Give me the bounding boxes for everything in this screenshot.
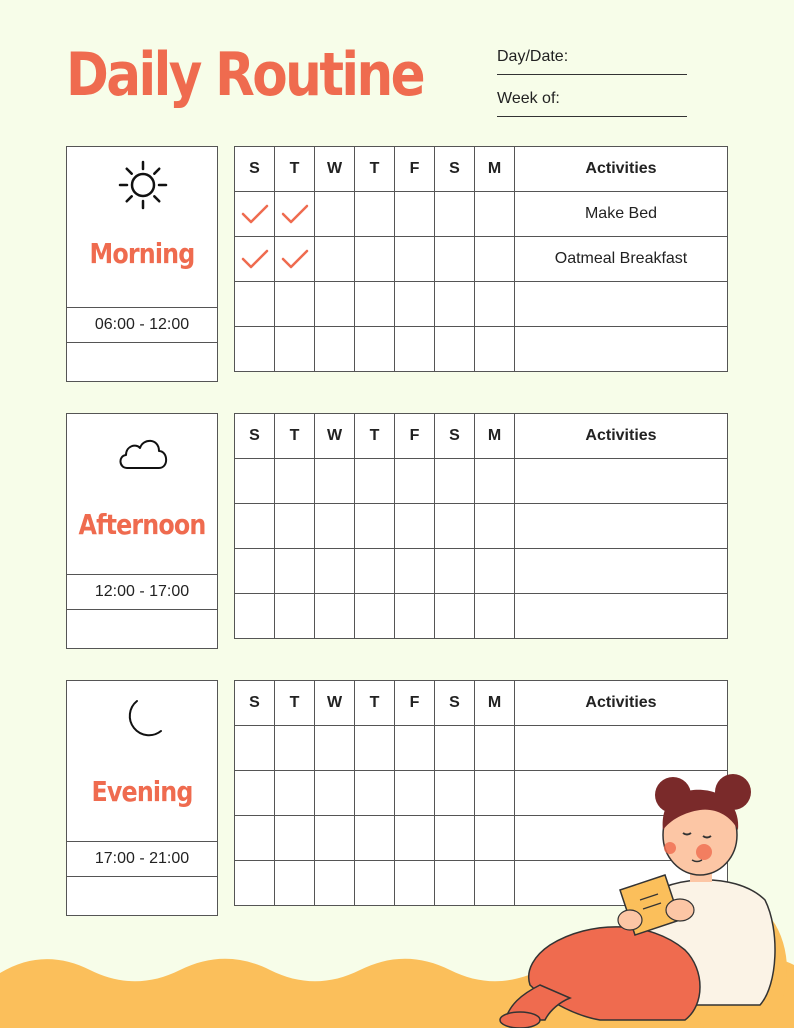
day-checkbox-cell[interactable] [475, 594, 515, 639]
table-row [235, 459, 728, 504]
day-header: W [315, 414, 355, 459]
day-checkbox-cell[interactable] [435, 192, 475, 237]
table-row [235, 549, 728, 594]
day-checkbox-cell[interactable] [435, 861, 475, 906]
day-checkbox-cell[interactable] [275, 327, 315, 372]
day-checkbox-cell[interactable] [275, 594, 315, 639]
cloud-icon [117, 426, 169, 478]
day-header: F [395, 147, 435, 192]
period-name: Evening [91, 775, 193, 808]
day-checkbox-cell[interactable] [435, 504, 475, 549]
day-checkbox-cell[interactable] [315, 771, 355, 816]
day-checkbox-cell[interactable] [235, 282, 275, 327]
day-header: F [395, 414, 435, 459]
day-checkbox-cell[interactable] [275, 192, 315, 237]
day-checkbox-cell[interactable] [315, 237, 355, 282]
day-checkbox-cell[interactable] [275, 237, 315, 282]
table-row [235, 282, 728, 327]
day-header: S [435, 414, 475, 459]
activity-cell[interactable] [515, 726, 728, 771]
day-header: W [315, 681, 355, 726]
activity-cell[interactable] [515, 327, 728, 372]
activity-cell[interactable] [515, 504, 728, 549]
day-checkbox-cell[interactable] [355, 816, 395, 861]
day-checkbox-cell[interactable] [475, 237, 515, 282]
day-header: M [475, 681, 515, 726]
day-header: S [235, 681, 275, 726]
day-checkbox-cell[interactable] [355, 504, 395, 549]
day-checkbox-cell[interactable] [235, 771, 275, 816]
day-checkbox-cell[interactable] [355, 459, 395, 504]
day-checkbox-cell[interactable] [275, 459, 315, 504]
time-range: 12:00 - 17:00 [67, 574, 217, 610]
day-checkbox-cell[interactable] [235, 726, 275, 771]
day-header: M [475, 414, 515, 459]
day-checkbox-cell[interactable] [435, 816, 475, 861]
table-header-row [235, 681, 728, 726]
day-checkbox-cell[interactable] [395, 327, 435, 372]
day-checkbox-cell[interactable] [315, 549, 355, 594]
day-checkbox-cell[interactable] [395, 459, 435, 504]
day-checkbox-cell[interactable] [235, 192, 275, 237]
day-checkbox-cell[interactable] [435, 726, 475, 771]
day-checkbox-cell[interactable] [475, 726, 515, 771]
day-date-field[interactable] [497, 48, 687, 75]
table-row [235, 504, 728, 549]
day-header: T [355, 147, 395, 192]
day-header: T [275, 147, 315, 192]
day-date-label: Day/Date: [497, 48, 569, 65]
day-checkbox-cell[interactable] [355, 237, 395, 282]
activity-cell[interactable] [515, 549, 728, 594]
checkmark-icon [240, 250, 270, 267]
day-checkbox-cell[interactable] [435, 771, 475, 816]
day-header: W [315, 147, 355, 192]
girl-reading-illustration [490, 770, 794, 1028]
activity-cell[interactable]: Make Bed [515, 192, 728, 237]
day-checkbox-cell[interactable] [355, 726, 395, 771]
day-checkbox-cell[interactable] [275, 861, 315, 906]
period-name: Morning [89, 237, 195, 270]
day-checkbox-cell[interactable] [435, 327, 475, 372]
day-header: S [235, 147, 275, 192]
activity-cell[interactable] [515, 282, 728, 327]
table-row [235, 192, 728, 237]
activity-cell[interactable] [515, 459, 728, 504]
day-header: S [435, 681, 475, 726]
day-checkbox-cell[interactable] [435, 459, 475, 504]
day-checkbox-cell[interactable] [475, 459, 515, 504]
time-range: 06:00 - 12:00 [67, 307, 217, 343]
day-checkbox-cell[interactable] [275, 771, 315, 816]
time-range: 17:00 - 21:00 [67, 841, 217, 877]
period-name: Afternoon [78, 508, 206, 541]
day-checkbox-cell[interactable] [235, 861, 275, 906]
day-checkbox-cell[interactable] [395, 282, 435, 327]
day-checkbox-cell[interactable] [355, 549, 395, 594]
day-checkbox-cell[interactable] [235, 459, 275, 504]
day-checkbox-cell[interactable] [395, 726, 435, 771]
day-header: T [275, 681, 315, 726]
day-checkbox-cell[interactable] [475, 504, 515, 549]
table-row [235, 237, 728, 282]
day-checkbox-cell[interactable] [395, 816, 435, 861]
day-checkbox-cell[interactable] [315, 816, 355, 861]
day-header: T [275, 414, 315, 459]
table-row [235, 594, 728, 639]
table-row [235, 726, 728, 771]
day-header: T [355, 681, 395, 726]
table-row [235, 327, 728, 372]
day-checkbox-cell[interactable] [475, 282, 515, 327]
checkmark-icon [240, 205, 270, 222]
day-checkbox-cell[interactable] [315, 459, 355, 504]
day-header: S [235, 414, 275, 459]
moon-icon [117, 693, 169, 745]
day-checkbox-cell[interactable] [395, 237, 435, 282]
day-checkbox-cell[interactable] [275, 282, 315, 327]
day-checkbox-cell[interactable] [235, 327, 275, 372]
day-checkbox-cell[interactable] [235, 504, 275, 549]
day-checkbox-cell[interactable] [275, 504, 315, 549]
table-header-row [235, 414, 728, 459]
day-checkbox-cell[interactable] [235, 594, 275, 639]
day-header: T [355, 414, 395, 459]
day-checkbox-cell[interactable] [275, 549, 315, 594]
day-checkbox-cell[interactable] [395, 771, 435, 816]
day-checkbox-cell[interactable] [355, 861, 395, 906]
day-checkbox-cell[interactable] [475, 549, 515, 594]
day-checkbox-cell[interactable] [435, 237, 475, 282]
day-header: F [395, 681, 435, 726]
day-checkbox-cell[interactable] [235, 237, 275, 282]
sun-icon [117, 159, 169, 211]
activities-header: Activities [515, 681, 728, 726]
day-checkbox-cell[interactable] [395, 549, 435, 594]
day-checkbox-cell[interactable] [355, 327, 395, 372]
day-checkbox-cell[interactable] [395, 192, 435, 237]
day-header: S [435, 147, 475, 192]
activity-cell[interactable]: Oatmeal Breakfast [515, 237, 728, 282]
page-title: Daily Routine [66, 40, 424, 110]
day-checkbox-cell[interactable] [395, 594, 435, 639]
period-card [66, 413, 218, 649]
day-header: M [475, 147, 515, 192]
activities-header: Activities [515, 147, 728, 192]
day-checkbox-cell[interactable] [235, 549, 275, 594]
day-checkbox-cell[interactable] [435, 549, 475, 594]
table-header-row [235, 147, 728, 192]
day-checkbox-cell[interactable] [315, 192, 355, 237]
period-card [66, 680, 218, 916]
activity-cell[interactable] [515, 594, 728, 639]
day-checkbox-cell[interactable] [355, 282, 395, 327]
day-checkbox-cell[interactable] [475, 192, 515, 237]
day-checkbox-cell[interactable] [235, 816, 275, 861]
day-checkbox-cell[interactable] [435, 282, 475, 327]
day-checkbox-cell[interactable] [355, 594, 395, 639]
day-checkbox-cell[interactable] [315, 504, 355, 549]
tracker-table [234, 413, 728, 639]
day-checkbox-cell[interactable] [435, 594, 475, 639]
day-checkbox-cell[interactable] [395, 861, 435, 906]
day-checkbox-cell[interactable] [475, 327, 515, 372]
day-checkbox-cell[interactable] [275, 816, 315, 861]
week-of-label: Week of: [497, 90, 560, 107]
day-checkbox-cell[interactable] [315, 726, 355, 771]
period-card [66, 146, 218, 382]
day-checkbox-cell[interactable] [315, 861, 355, 906]
day-checkbox-cell[interactable] [355, 192, 395, 237]
week-of-field[interactable] [497, 90, 687, 117]
tracker-table [234, 146, 728, 372]
day-checkbox-cell[interactable] [275, 726, 315, 771]
day-checkbox-cell[interactable] [395, 504, 435, 549]
day-checkbox-cell[interactable] [355, 771, 395, 816]
day-checkbox-cell[interactable] [315, 594, 355, 639]
day-checkbox-cell[interactable] [315, 282, 355, 327]
day-checkbox-cell[interactable] [315, 327, 355, 372]
checkmark-icon [280, 205, 310, 222]
checkmark-icon [280, 250, 310, 267]
activities-header: Activities [515, 414, 728, 459]
